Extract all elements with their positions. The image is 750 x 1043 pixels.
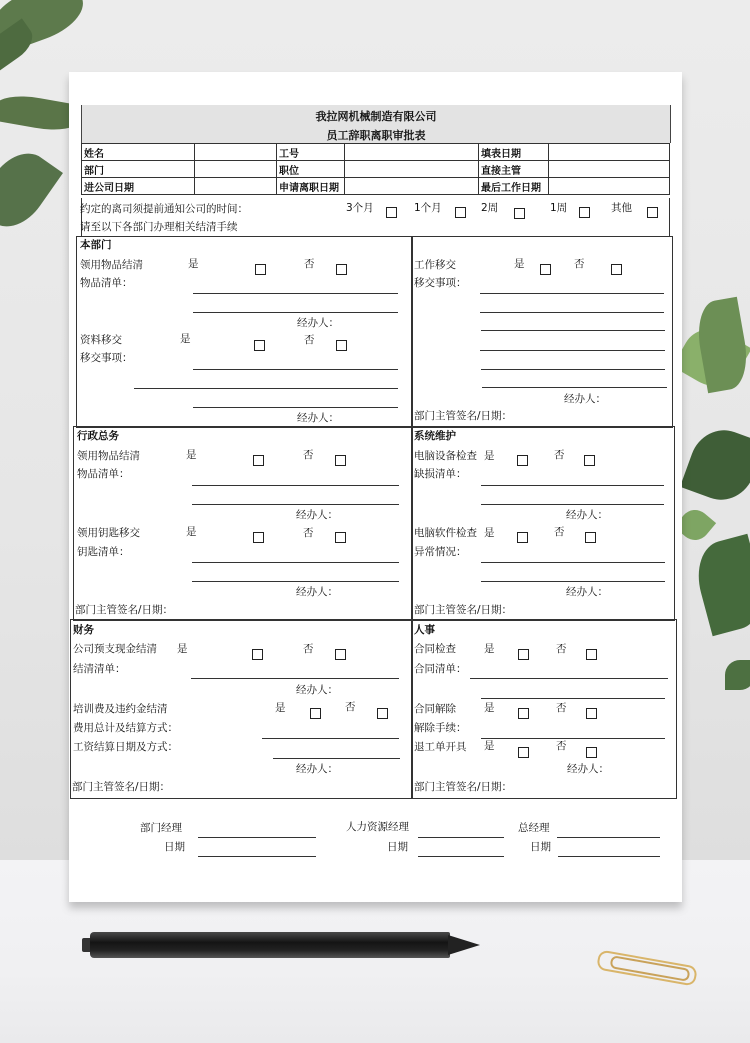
label-position: 职位	[277, 161, 345, 178]
item-work-handover: 工作移交	[414, 259, 456, 271]
field-position[interactable]	[345, 161, 479, 178]
input-line[interactable]	[192, 504, 399, 505]
notice-option-other: 其他	[611, 202, 632, 214]
supervisor-sign-label: 部门主管签名/日期：	[72, 781, 171, 793]
date-line-hr-manager[interactable]	[418, 856, 504, 857]
checkbox-own-goods-no[interactable]	[336, 264, 347, 275]
supervisor-sign-label: 部门主管签名/日期：	[414, 781, 513, 793]
item-own-docs-handover: 资料移交	[80, 334, 122, 346]
date-line-general-manager[interactable]	[558, 856, 660, 857]
checkbox-work-handover-yes[interactable]	[540, 264, 551, 275]
label-salary-settlement: 工资结算日期及方式：	[73, 741, 178, 753]
pen-icon	[90, 932, 450, 958]
input-line[interactable]	[262, 738, 399, 739]
handler-label: 经办人：	[566, 509, 608, 521]
field-name[interactable]	[195, 144, 277, 161]
label-hr-manager: 人力资源经理	[346, 821, 409, 833]
supervisor-sign-label: 部门主管签名/日期：	[75, 604, 174, 616]
handler-label: 经办人：	[296, 586, 338, 598]
no-label: 否	[554, 449, 565, 461]
checkbox-2weeks[interactable]	[514, 208, 525, 219]
label-clear-list: 结清清单：	[73, 663, 126, 675]
checkbox-training-yes[interactable]	[310, 708, 321, 719]
input-line[interactable]	[191, 678, 399, 679]
input-line[interactable]	[193, 312, 398, 313]
label-name: 姓名	[82, 144, 195, 161]
checkbox-1week[interactable]	[579, 207, 590, 218]
section-title-sysmaint: 系统维护	[414, 430, 456, 442]
checkbox-3months[interactable]	[386, 207, 397, 218]
input-line[interactable]	[481, 581, 665, 582]
field-fill-date[interactable]	[549, 144, 670, 161]
field-apply-leave-date[interactable]	[345, 178, 479, 195]
no-label: 否	[303, 449, 314, 461]
checkbox-own-goods-yes[interactable]	[255, 264, 266, 275]
item-contract-termination: 合同解除	[414, 703, 456, 715]
label-date: 日期	[387, 841, 408, 853]
label-general-manager: 总经理	[518, 822, 550, 834]
label-keys-list: 钥匙清单：	[77, 546, 130, 558]
signature-line-dept-manager[interactable]	[198, 837, 316, 838]
label-employee-id: 工号	[277, 144, 345, 161]
label-abnormal: 异常情况：	[414, 546, 467, 558]
signature-line-general-manager[interactable]	[557, 837, 660, 838]
yes-label: 是	[484, 527, 495, 539]
no-label: 否	[345, 701, 356, 713]
label-handover-items: 移交事项：	[414, 277, 467, 289]
item-cash-advance-clear: 公司预支现金结清	[73, 643, 157, 655]
form-header	[81, 105, 671, 143]
checkbox-1month[interactable]	[455, 207, 466, 218]
no-label: 否	[303, 643, 314, 655]
no-label: 否	[304, 334, 315, 346]
checkbox-other[interactable]	[647, 207, 658, 218]
table-row	[82, 178, 670, 195]
no-label: 否	[554, 526, 565, 538]
notice-label: 约定的离司须提前通知公司的时间：	[80, 203, 248, 215]
checkbox-hardware-no[interactable]	[584, 455, 595, 466]
item-own-goods-clear: 领用物品结清	[80, 259, 143, 271]
field-employee-id[interactable]	[345, 144, 479, 161]
instruction-text: 请至以下各部门办理相关结清手续	[80, 221, 238, 233]
input-line[interactable]	[481, 562, 665, 563]
checkbox-cash-advance-no[interactable]	[335, 649, 346, 660]
label-contract-list: 合同清单：	[414, 663, 467, 675]
section-title-admin: 行政总务	[77, 430, 119, 442]
checkbox-admin-keys-no[interactable]	[335, 532, 346, 543]
checkbox-training-no[interactable]	[377, 708, 388, 719]
input-line[interactable]	[192, 485, 399, 486]
notice-option-1week: 1周	[550, 202, 568, 214]
handler-label: 经办人：	[296, 684, 338, 696]
label-date: 日期	[530, 841, 551, 853]
no-label: 否	[556, 740, 567, 752]
handler-label: 经办人：	[296, 763, 338, 775]
item-admin-goods-clear: 领用物品结清	[77, 450, 140, 462]
label-goods-list: 物品清单：	[80, 277, 133, 289]
handler-label: 经办人：	[567, 763, 609, 775]
employee-info-table	[81, 143, 670, 195]
item-training-penalty-clear: 培训费及违约金结清	[73, 703, 168, 715]
handler-label: 经办人：	[297, 317, 339, 329]
checkbox-contract-check-no[interactable]	[586, 649, 597, 660]
item-software-check: 电脑软件检查	[414, 527, 477, 539]
no-label: 否	[574, 258, 585, 270]
input-line[interactable]	[192, 581, 399, 582]
label-direct-supervisor: 直接主管	[479, 161, 549, 178]
checkbox-admin-goods-yes[interactable]	[253, 455, 264, 466]
pen-tip-icon	[448, 935, 480, 955]
input-line[interactable]	[193, 369, 398, 370]
field-direct-supervisor[interactable]	[549, 161, 670, 178]
supervisor-sign-label: 部门主管签名/日期：	[414, 410, 513, 422]
item-admin-keys-handover: 领用钥匙移交	[77, 527, 140, 539]
field-department[interactable]	[195, 161, 277, 178]
yes-label: 是	[514, 258, 525, 270]
input-line[interactable]	[273, 758, 400, 759]
section-title-finance: 财务	[73, 624, 94, 636]
input-line[interactable]	[193, 293, 398, 294]
yes-label: 是	[484, 643, 495, 655]
input-line[interactable]	[481, 485, 664, 486]
table-row	[82, 144, 670, 161]
checkbox-hardware-yes[interactable]	[517, 455, 528, 466]
notice-option-2weeks: 2周	[481, 202, 499, 214]
yes-label: 是	[484, 740, 495, 752]
label-apply-leave-date: 申请离职日期	[277, 178, 345, 195]
input-line[interactable]	[192, 562, 399, 563]
section-title-hr: 人事	[414, 624, 435, 636]
label-defect-list: 缺损清单：	[414, 468, 467, 480]
input-line[interactable]	[480, 312, 664, 313]
no-label: 否	[556, 702, 567, 714]
checkbox-work-handover-no[interactable]	[611, 264, 622, 275]
field-last-work-date[interactable]	[549, 178, 670, 195]
label-dept-manager: 部门经理	[140, 822, 182, 834]
handler-label: 经办人：	[296, 509, 338, 521]
form-title: 员工辞职离职审批表	[326, 129, 426, 142]
label-goods-list: 物品清单：	[77, 468, 130, 480]
item-hardware-check: 电脑设备检查	[414, 450, 477, 462]
yes-label: 是	[186, 526, 197, 538]
checkbox-own-docs-yes[interactable]	[254, 340, 265, 351]
label-termination-procedure: 解除手续：	[414, 722, 467, 734]
input-line[interactable]	[470, 678, 668, 679]
label-last-work-date: 最后工作日期	[479, 178, 549, 195]
input-line[interactable]	[193, 407, 398, 408]
no-label: 否	[304, 258, 315, 270]
input-line[interactable]	[480, 293, 664, 294]
yes-label: 是	[484, 702, 495, 714]
checkbox-contract-termination-yes[interactable]	[518, 708, 529, 719]
yes-label: 是	[180, 333, 191, 345]
signature-line-hr-manager[interactable]	[418, 837, 504, 838]
checkbox-own-docs-no[interactable]	[336, 340, 347, 351]
border-right	[669, 198, 670, 236]
checkbox-software-yes[interactable]	[517, 532, 528, 543]
input-line[interactable]	[481, 330, 665, 331]
company-name: 我拉网机械制造有限公司	[315, 110, 437, 123]
input-line[interactable]	[481, 698, 665, 699]
notice-option-3months: 3个月	[346, 202, 374, 214]
label-date: 日期	[164, 841, 185, 853]
input-line[interactable]	[134, 388, 398, 389]
handler-label: 经办人：	[566, 586, 608, 598]
input-line[interactable]	[481, 369, 665, 370]
handler-label: 经办人：	[564, 393, 606, 405]
no-label: 否	[556, 643, 567, 655]
supervisor-sign-label: 部门主管签名/日期：	[414, 604, 513, 616]
item-contract-check: 合同检查	[414, 643, 456, 655]
checkbox-cash-advance-yes[interactable]	[252, 649, 263, 660]
label-join-date: 进公司日期	[82, 178, 195, 195]
label-handover-items: 移交事项：	[80, 352, 133, 364]
input-line[interactable]	[482, 387, 667, 388]
field-join-date[interactable]	[195, 178, 277, 195]
plant-leaf-icon	[725, 660, 750, 690]
notice-option-1month: 1个月	[414, 202, 442, 214]
checkbox-admin-keys-yes[interactable]	[253, 532, 264, 543]
yes-label: 是	[177, 643, 188, 655]
checkbox-admin-goods-no[interactable]	[335, 455, 346, 466]
date-line-dept-manager[interactable]	[198, 856, 316, 857]
checkbox-contract-termination-no[interactable]	[586, 708, 597, 719]
yes-label: 是	[275, 702, 286, 714]
checkbox-contract-check-yes[interactable]	[518, 649, 529, 660]
no-label: 否	[303, 527, 314, 539]
input-line[interactable]	[480, 350, 665, 351]
label-fill-date: 填表日期	[479, 144, 549, 161]
checkbox-software-no[interactable]	[585, 532, 596, 543]
table-row	[82, 161, 670, 178]
checkbox-release-certificate-yes[interactable]	[518, 747, 529, 758]
item-release-certificate: 退工单开具	[414, 741, 467, 753]
yes-label: 是	[186, 449, 197, 461]
checkbox-release-certificate-no[interactable]	[586, 747, 597, 758]
yes-label: 是	[188, 258, 199, 270]
yes-label: 是	[484, 450, 495, 462]
label-department: 部门	[82, 161, 195, 178]
handler-label: 经办人：	[297, 412, 339, 424]
paper-top-margin	[81, 72, 669, 106]
input-line[interactable]	[481, 738, 665, 739]
section-title-own-dept: 本部门	[80, 239, 112, 251]
input-line[interactable]	[481, 504, 664, 505]
label-fee-total: 费用总计及结算方式：	[73, 722, 178, 734]
